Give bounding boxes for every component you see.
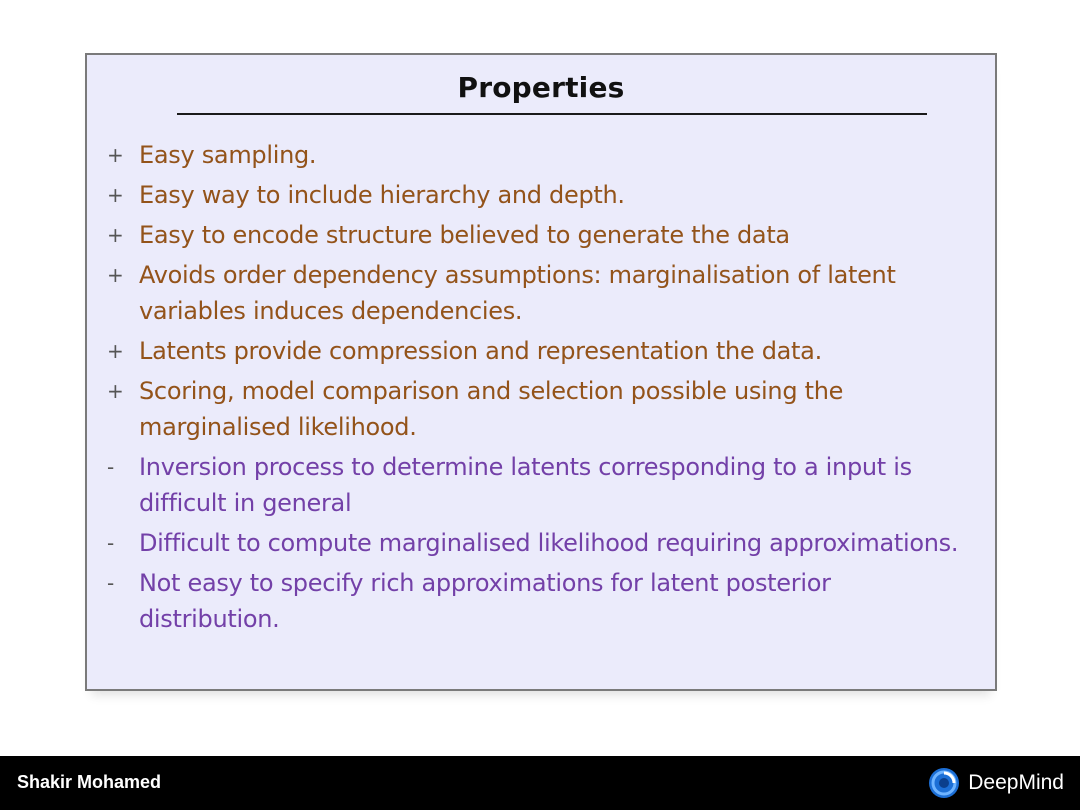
title-underline bbox=[177, 113, 927, 115]
list-item bbox=[107, 565, 977, 637]
plus-bullet: + bbox=[107, 379, 124, 403]
brand bbox=[928, 766, 1064, 800]
deepmind-logo-icon bbox=[928, 767, 960, 799]
list-item-text: Difficult to compute marginalised likelihood requiring approximations. bbox=[139, 529, 959, 557]
list-item-text: Inversion process to determine latents corresponding to a input is difficult in general bbox=[139, 453, 912, 517]
list-item bbox=[107, 525, 977, 561]
list-item-text: Easy sampling. bbox=[139, 141, 317, 169]
list-item bbox=[107, 137, 977, 173]
plus-bullet: + bbox=[107, 263, 124, 287]
list-item bbox=[107, 217, 977, 253]
minus-bullet: - bbox=[107, 571, 114, 595]
author-name: Shakir Mohamed bbox=[17, 772, 162, 792]
minus-bullet: - bbox=[107, 455, 114, 479]
properties-list bbox=[107, 137, 977, 641]
list-item-text: Not easy to specify rich approximations for latent posterior distribution. bbox=[139, 569, 831, 633]
panel-title: Properties bbox=[457, 71, 625, 104]
list-item-text: Latents provide compression and representation the data. bbox=[139, 337, 822, 365]
list-item bbox=[107, 257, 977, 329]
footer-bar bbox=[0, 756, 1080, 810]
list-item-text: Avoids order dependency assumptions: marginalisation of latent variables induces dependencies. bbox=[139, 261, 896, 325]
list-item-text: Easy way to include hierarchy and depth. bbox=[139, 181, 625, 209]
list-item bbox=[107, 177, 977, 213]
brand-name: DeepMind bbox=[968, 771, 1064, 794]
list-item-text: Easy to encode structure believed to generate the data bbox=[139, 221, 790, 249]
plus-bullet: + bbox=[107, 339, 124, 363]
list-item bbox=[107, 449, 977, 521]
list-item bbox=[107, 373, 977, 445]
properties-panel bbox=[85, 53, 997, 691]
list-item-text: Scoring, model comparison and selection possible using the marginalised likelihood. bbox=[139, 377, 844, 441]
list-item bbox=[107, 333, 977, 369]
plus-bullet: + bbox=[107, 183, 124, 207]
plus-bullet: + bbox=[107, 223, 124, 247]
plus-bullet: + bbox=[107, 143, 124, 167]
minus-bullet: - bbox=[107, 531, 114, 555]
